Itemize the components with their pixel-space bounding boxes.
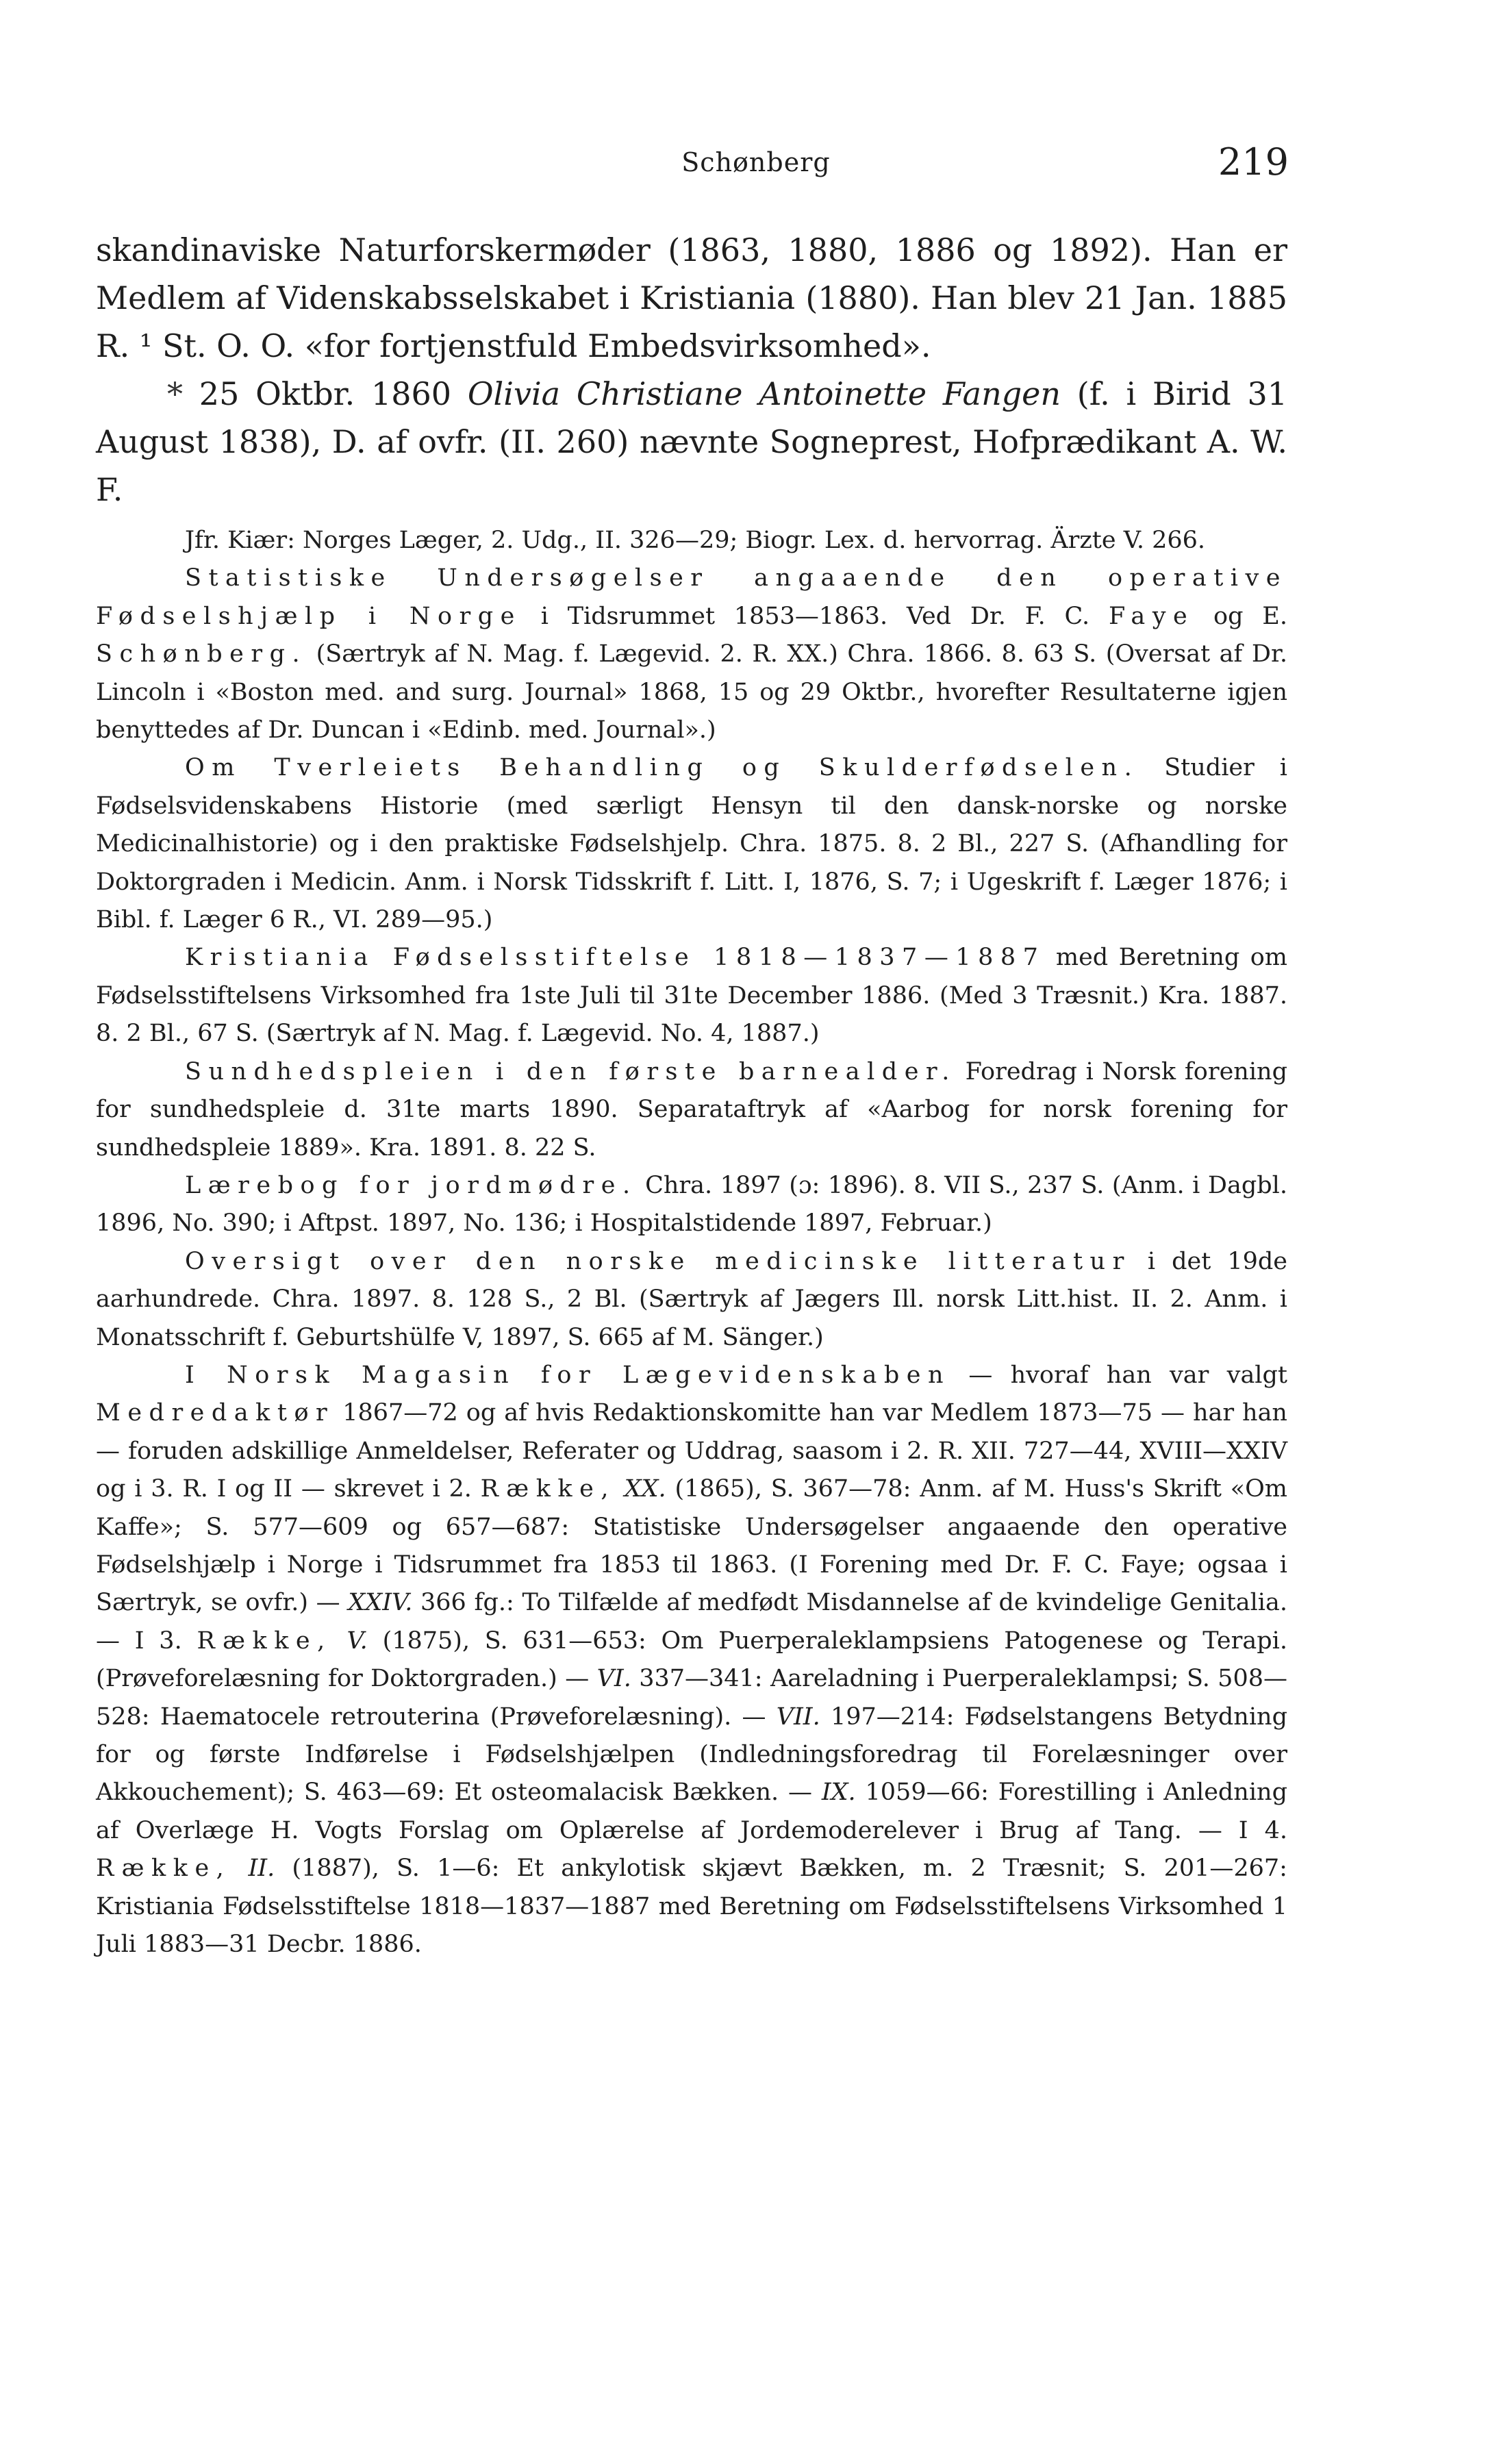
marriage-details: (f. i Birid 31 August 1838), D. af ovfr. (II. 260) nævnte Sogneprest, Hofprædikant A. W. F.	[96, 375, 1288, 508]
running-header	[0, 140, 1512, 184]
volume-label: II.	[248, 1855, 275, 1883]
author-faye: Faye	[1108, 602, 1195, 630]
running-title: Schønberg	[681, 147, 831, 177]
marriage-asterisk: *	[167, 375, 183, 412]
series-label: Række,	[480, 1475, 616, 1503]
work-details: (Særtryk af N. Mag. f. Lægevid. 2. R. XX.) Chra. 1866. 8. 63 S. (Oversat af Dr. Lincoln i «Boston med. and surg. Journal» 1868, 15 og 29 Oktbr., hvorefter Resultaterne igjen benyttedes af Dr. Duncan i «Edinb. med. Journal».)	[96, 640, 1287, 744]
volume-label: V.	[346, 1627, 368, 1655]
work-details: (1875), S. 631—653: Om Puerperaleklampsiens Patogenese og Terapi. (Prøveforelæsning for Doktorgraden.) —	[96, 1627, 1287, 1693]
work-details: med Beretning om Fødselsstiftelsens Virksomhed fra 1ste Juli til 31te December 1886. (Med 3 Træsnit.) Kra. 1887. 8. 2 Bl., 67 S. (Særtryk af N. Mag. f. Lægevid. No. 4, 1887.)	[96, 944, 1287, 1048]
author-schonberg: Schønberg.	[96, 640, 307, 668]
bibliography	[96, 522, 1287, 1963]
work-details: (1887), S. 1—6: Et ankylotisk skjævt Bækken, m. 2 Træsnit; S. 201—267: Kristiania Fødselsstiftelse 1818—1837—1887 med Beretning om Fødselsstiftelsens Virksomhed 1 Juli 1883—31 Decbr. 1886.	[96, 1855, 1287, 1959]
work-title: Sundhedspleien i den første barnealder.	[185, 1057, 957, 1085]
work-magasin	[96, 1357, 1287, 1964]
work-details: — hvoraf han var valgt	[968, 1361, 1287, 1389]
marriage-paragraph	[96, 370, 1287, 514]
work-laerebog	[96, 1167, 1287, 1243]
work-title: Oversigt over den norske medicinske litteratur	[185, 1247, 1131, 1275]
work-tverleiets	[96, 749, 1287, 939]
work-statistiske	[96, 560, 1287, 749]
volume-label: XXIV.	[348, 1589, 413, 1617]
work-title: I Norsk Magasin for Lægevidenskaben	[185, 1361, 951, 1389]
work-details: Studier i Fødselsvidenskabens Historie (med særligt Hensyn til den dansk-norske og norske Medicinalhistorie) og i den praktiske Fødselshjelp. Chra. 1875. 8. 2 Bl., 227 S. (Afhandling for Doktorgraden i Medicin. Anm. i Norsk Tidsskrift f. Litt. I, 1876, S. 7; i Ugeskrift f. Læger 1876; i Bibl. f. Læger 6 R., VI. 289—95.)	[96, 754, 1287, 934]
series-label: Række,	[197, 1627, 332, 1655]
work-title: Kristiania Fødselsstiftelse 1818—1837—1887	[185, 944, 1046, 972]
work-title: Om Tverleiets Behandling og Skulderfødselen.	[185, 754, 1139, 782]
work-details: 197—214: Fødselstangens Betydning for og første Indførelse i Fødselshjælpen (Indledningsforedrag til Forelæsninger over Akkouchement); S. 463—69: Et osteomalacisk Bækken. —	[96, 1703, 1287, 1807]
volume-label: XX.	[624, 1475, 666, 1503]
series-label: Række,	[96, 1855, 231, 1883]
work-sundhedspleien	[96, 1053, 1287, 1167]
work-oversigt	[96, 1243, 1287, 1357]
work-details: 366 fg.: To Tilfælde af medfødt Misdannelse af de kvindelige Genitalia. — I 3.	[96, 1589, 1287, 1655]
volume-label: IX.	[821, 1779, 856, 1807]
volume-label: VI.	[596, 1665, 631, 1693]
page-number: 219	[1218, 140, 1289, 184]
biography-text	[96, 226, 1287, 514]
work-details: Chra. 1897 (ɔ: 1896). 8. VII S., 237 S. (Anm. i Dagbl. 1896, No. 390; i Aftpst. 1897, No. 136; i Hospitalstidende 1897, Februar.)	[96, 1171, 1287, 1238]
marriage-date: 25 Oktbr. 1860	[199, 375, 452, 412]
references: Jfr. Kiær: Norges Læger, 2. Udg., II. 326—29; Biogr. Lex. d. hervorrag. Ärzte V. 266.	[185, 527, 1206, 554]
work-fodselsstiftelse	[96, 939, 1287, 1053]
page-body	[96, 226, 1287, 1963]
intro-paragraph: skandinaviske Naturforskermøder (1863, 1880, 1886 og 1892). Han er Medlem af Videnskabsselskabet i Kristiania (1880). Han blev 21 Jan. 1885 R. ¹ St. O. O. «for fortjenstfuld Embedsvirksomhed».	[96, 231, 1287, 364]
work-details: i det 19de aarhundrede. Chra. 1897. 8. 128 S., 2 Bl. (Særtryk af Jægers Ill. norsk Litt.hist. II. 2. Anm. i Monatsschrift f. Geburtshülfe V, 1897, S. 665 af M. Sänger.)	[96, 1247, 1287, 1351]
role-title: Medredaktør	[96, 1399, 335, 1427]
work-details: 1059—66: Forestilling i Anledning af Overlæge H. Vogts Forslag om Oplærelse af Jordemoderelever i Brug af Tang. — I 4.	[96, 1779, 1287, 1844]
work-title: Lærebog for jordmødre.	[185, 1171, 638, 1199]
work-details: (1865), S. 367—78: Anm. af M. Huss's Skrift «Om Kaffe»; S. 577—609 og 657—687: Statistiske Undersøgelser angaaende den operative Fødselshjælp i Norge i Tidsrummet fra 1853 til 1863. (I Forening med Dr. F. C. Faye; ogsaa i Særtryk, se ovfr.) —	[96, 1475, 1287, 1617]
work-details: 1867—72 og af hvis Redaktionskomitte han var Medlem 1873—75 — har han — foruden adskillige Anmeldelser, Referater og Uddrag, saasom i 2. R. XII. 727—44, XVIII—XXIV og i 3. R. I og II — skrevet i 2.	[96, 1399, 1287, 1503]
work-title: Statistiske Undersøgelser angaaende den operative Fødselshjælp i Norge	[96, 564, 1287, 630]
volume-label: VII.	[776, 1703, 820, 1731]
work-details: i Tidsrummet 1853—1863. Ved Dr. F. C.	[540, 602, 1090, 630]
work-details: 337—341: Aareladning i Puerperaleklampsi; S. 508—528: Haematocele retrouterina (Prøveforelæsning). —	[96, 1665, 1287, 1731]
spouse-name: Olivia Christiane Antoinette Fangen	[467, 375, 1061, 412]
work-details: og E.	[1213, 602, 1287, 630]
work-details: Foredrag i Norsk forening for sundhedspleie d. 31te marts 1890. Separataftryk af «Aarbog for norsk forening for sundhedspleie 1889». Kra. 1891. 8. 22 S.	[96, 1057, 1287, 1162]
